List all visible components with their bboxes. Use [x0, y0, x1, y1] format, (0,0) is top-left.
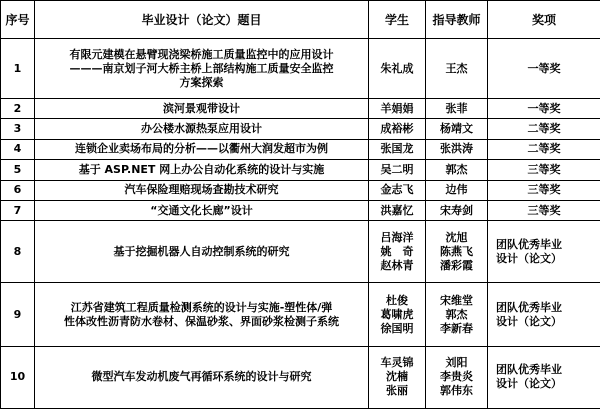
thesis-title-line: 微型汽车发动机废气再循环系统的设计与研究 [91, 370, 312, 384]
award-line: 二等奖 [527, 142, 561, 156]
thesis-title-line: 连锁企业卖场布局的分析——以衢州大润发超市为例 [75, 142, 328, 156]
advisor-name: 陈燕飞 [440, 244, 473, 258]
advisor-names [426, 99, 488, 119]
header-advisor: 指导教师 [426, 1, 488, 39]
award-line: 三等奖 [527, 203, 561, 217]
thesis-title [35, 160, 369, 180]
table-row [1, 221, 600, 283]
advisor-name: 边伟 [445, 183, 468, 197]
advisor-names [426, 221, 488, 283]
student-names [369, 160, 426, 180]
award [488, 99, 600, 119]
thesis-title-line: 办公楼水源热泵应用设计 [141, 122, 262, 136]
award [488, 119, 600, 139]
student-name: 羊娟娟 [380, 101, 414, 115]
advisor-names [426, 283, 488, 346]
student-names [369, 221, 426, 283]
award-line: 设计（论文） [496, 314, 562, 328]
advisor-name: 宋寿剑 [440, 203, 473, 217]
student-names [369, 119, 426, 139]
advisor-name: 李贵炎 [440, 370, 473, 384]
award-line: 一等奖 [527, 61, 561, 75]
award [488, 283, 600, 346]
header-row [1, 1, 600, 39]
advisor-name: 郭伟东 [440, 384, 473, 398]
thesis-title-line: 有限元建模在悬臂现浇梁桥施工质量监控中的应用设计 [69, 47, 334, 61]
student-name: 洪嘉忆 [380, 203, 414, 217]
student-names [369, 39, 426, 99]
thesis-title [35, 221, 369, 283]
student-names [369, 346, 426, 408]
thesis-title [35, 99, 369, 119]
award-line: 三等奖 [527, 183, 561, 197]
thesis-title [35, 180, 369, 200]
student-names [369, 99, 426, 119]
table-row [1, 180, 600, 200]
advisor-names [426, 346, 488, 408]
thesis-title-line: 汽车保险理赔现场查勘技术研究 [124, 183, 279, 197]
award [488, 160, 600, 180]
award-line: 三等奖 [527, 162, 561, 176]
advisor-name: 郭杰 [445, 162, 468, 176]
student-name: 杜俊 [386, 293, 408, 307]
advisor-name: 杨靖文 [440, 122, 473, 136]
table-row [1, 139, 600, 159]
student-names [369, 283, 426, 346]
award-line: 团队优秀毕业 [496, 300, 562, 314]
thesis-title [35, 346, 369, 408]
thesis-title [35, 119, 369, 139]
thesis-title-line: 滨河景观带设计 [163, 101, 240, 115]
student-name: 沈楠 [386, 370, 408, 384]
student-name: 徐国明 [380, 321, 414, 335]
award [488, 180, 600, 200]
table-row [1, 119, 600, 139]
student-name: 车灵锦 [380, 356, 414, 370]
thesis-title [35, 139, 369, 159]
award [488, 39, 600, 99]
row-number: 10 [1, 346, 35, 408]
thesis-title-line: 性体改性沥青防水卷材、保温砂浆、界面砂浆检测子系统 [64, 314, 339, 328]
table-row [1, 200, 600, 220]
header-award: 奖项 [488, 1, 600, 39]
student-name: 吕海洋 [380, 230, 414, 244]
advisor-names [426, 39, 488, 99]
advisor-names [426, 160, 488, 180]
thesis-title [35, 39, 369, 99]
award-line: 一等奖 [527, 101, 561, 115]
table-row [1, 160, 600, 180]
award-line: 团队优秀毕业 [496, 363, 562, 377]
student-name: 成裕彬 [380, 122, 414, 136]
award [488, 139, 600, 159]
header-title: 毕业设计（论文）题目 [35, 1, 369, 39]
row-number: 9 [1, 283, 35, 346]
row-number: 6 [1, 180, 35, 200]
thesis-title-line: 基于 ASP.NET 网上办公自动化系统的设计与实施 [78, 162, 325, 176]
advisor-name: 潘彩霞 [440, 258, 473, 272]
student-name: 葛啸虎 [380, 307, 414, 321]
row-number: 8 [1, 221, 35, 283]
award [488, 200, 600, 220]
student-name: 张丽 [386, 384, 408, 398]
award [488, 346, 600, 408]
table-row [1, 99, 600, 119]
award-line: 团队优秀毕业 [496, 237, 562, 251]
thesis-title-line: 江苏省建筑工程质量检测系统的设计与实施-塑性体/弹 [70, 300, 333, 314]
table-row [1, 346, 600, 408]
advisor-name: 张菲 [445, 101, 468, 115]
student-name: 朱礼成 [380, 61, 414, 75]
thesis-title-line: “交通文化长廊”设计 [150, 203, 253, 217]
advisor-names [426, 139, 488, 159]
award [488, 221, 600, 283]
thesis-title-line: ———南京划子河大桥主桥上部结构施工质量安全监控 [69, 61, 334, 75]
award-line: 设计（论文） [496, 377, 562, 391]
row-number: 4 [1, 139, 35, 159]
advisor-name: 李新春 [440, 321, 473, 335]
student-name: 张国龙 [380, 142, 414, 156]
table-row [1, 39, 600, 99]
header-student: 学生 [369, 1, 426, 39]
advisor-name: 沈旭 [445, 230, 468, 244]
row-number: 7 [1, 200, 35, 220]
row-number: 5 [1, 160, 35, 180]
thesis-title [35, 200, 369, 220]
row-number: 1 [1, 39, 35, 99]
advisor-names [426, 119, 488, 139]
student-names [369, 139, 426, 159]
student-names [369, 200, 426, 220]
award-line: 设计（论文） [496, 251, 562, 265]
student-name: 金志飞 [380, 183, 414, 197]
advisor-names [426, 200, 488, 220]
thesis-title-line: 基于挖掘机器人自动控制系统的研究 [113, 244, 290, 258]
thesis-title [35, 283, 369, 346]
student-name: 姚 奇 [380, 244, 414, 258]
table-row [1, 283, 600, 346]
student-name: 吴二明 [380, 162, 414, 176]
advisor-name: 刘阳 [445, 356, 468, 370]
advisor-name: 宋维堂 [440, 293, 473, 307]
row-number: 3 [1, 119, 35, 139]
row-number: 2 [1, 99, 35, 119]
advisor-name: 王杰 [445, 61, 468, 75]
student-name: 赵林青 [380, 258, 414, 272]
advisor-name: 张洪涛 [440, 142, 473, 156]
advisor-names [426, 180, 488, 200]
header-no: 序号 [1, 1, 35, 39]
student-names [369, 180, 426, 200]
thesis-title-line: 方案探索 [179, 75, 224, 89]
advisor-name: 郭杰 [445, 307, 468, 321]
award-line: 二等奖 [527, 122, 561, 136]
